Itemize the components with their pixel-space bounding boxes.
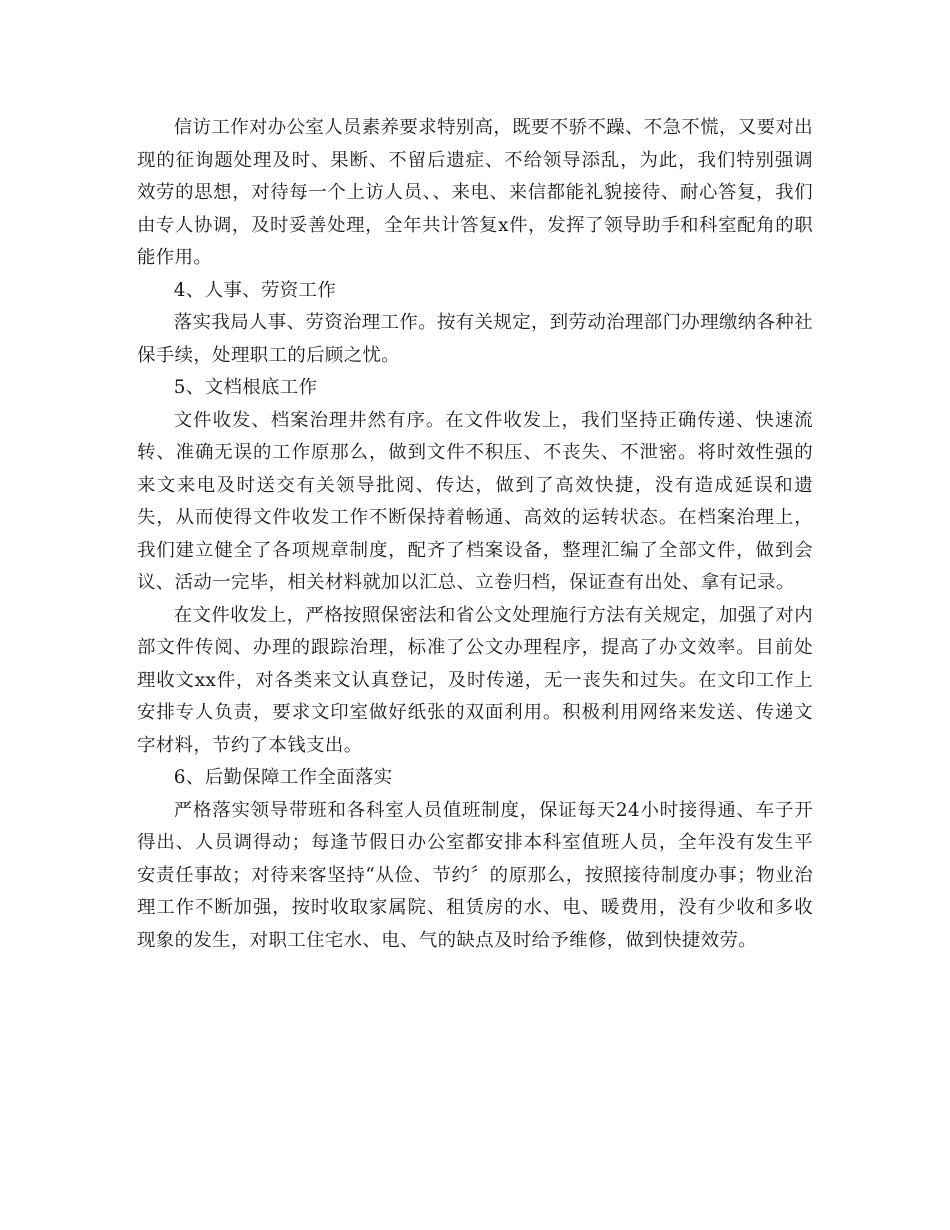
section-heading-personnel: 4、人事、劳资工作 <box>173 279 337 301</box>
section-heading-documents: 5、文档根底工作 <box>173 377 318 398</box>
paragraph-documents: 文件收发、档案治理井然有序。在文件收发上，我们坚持正确传递、快速流转、准确无误的工作原那么，做到文件不积压、不丧失、不泄密。将时效性强的来文来电及时送交有关领导批阅、传达，做到了高效快捷，没有造成延误和遗失，从而使得文件收发工作不断保持着畅通、高效的运转状态。在档案治理上，我们建立健全了各项规章制度，配齐了档案设备，整理汇编了全部文件，做到会议、活动一完毕，相关材料就加以汇总、立卷归档，保证查有出处、拿有记录。 <box>137 409 813 593</box>
paragraph-personnel: 落实我局人事、劳资治理工作。按有关规定，到劳动治理部门办理缴纳各种社保手续，处理职工的后顾之忧。 <box>137 312 813 366</box>
paragraph-logistics: 严格落实领导带班和各科室人员值班制度，保证每天24小时接得通、车子开得出、人员调得动；每逢节假日办公室都安排本科室值班人员，全年没有发生平安责任事故；对待来客坚持“从俭、节约〞的原那么，按照接待制度办事；物业治理工作不断加强，按时收取家属院、租赁房的水、电、暖费用，没有少收和多收现象的发生，对职工住宅水、电、气的缺点及时给予维修，做到快捷效劳。 <box>137 799 813 951</box>
document-body <box>137 112 813 957</box>
paragraph-petition-work: 信访工作对办公室人员素养要求特别高，既要不骄不躁、不急不慌，又要对出现的征询题处理及时、果断、不留后遗症、不给领导添乱，为此，我们特别强调效劳的思想，对待每一个上访人员、、来电、来信都能礼貌接待、耐心答复，我们由专人协调，及时妥善处理，全年共计答复x件，发挥了领导助手和科室配角的职能作用。 <box>137 117 813 268</box>
section-heading-logistics: 6、后勤保障工作全面落实 <box>173 767 393 788</box>
paragraph-document-processing: 在文件收发上，严格按照保密法和省公文处理施行方法有关规定，加强了对内部文件传阅、办理的跟踪治理，标准了公文办理程序，提高了办文效率。目前处理收文xx件，对各类来文认真登记，及时传递，无一丧失和过失。在文印工作上安排专人负责，要求文印室做好纸张的双面利用。积极利用网络来发送、传递文字材料，节约了本钱支出。 <box>137 604 813 756</box>
